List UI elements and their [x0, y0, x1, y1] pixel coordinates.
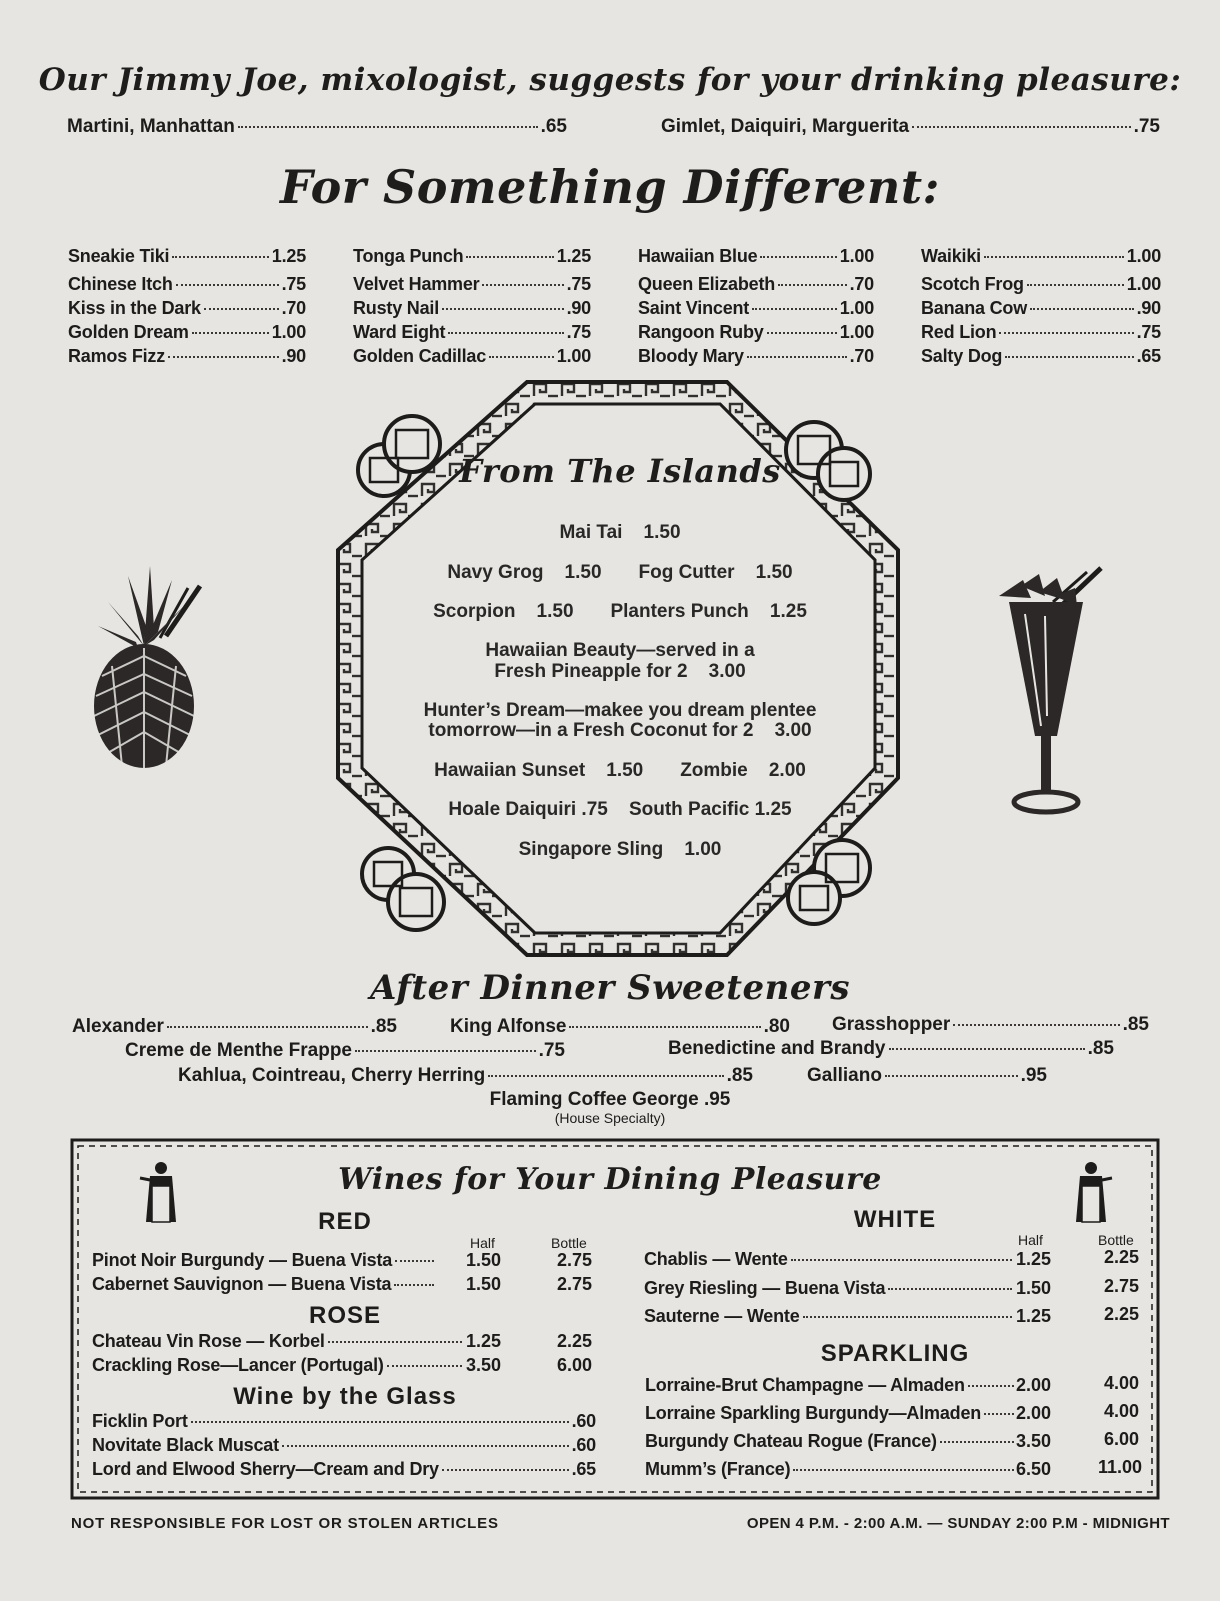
- item-price: 1.00: [839, 246, 874, 266]
- wine-row: [644, 1249, 1015, 1270]
- wine-half-price: 3.50: [466, 1355, 502, 1375]
- wine-bottle-price: 2.25: [557, 1331, 593, 1351]
- house-specialty: [360, 1089, 860, 1111]
- leader-dots: [328, 1341, 462, 1343]
- leader-dots: [889, 1048, 1085, 1050]
- item-name: Golden Cadillac: [353, 346, 487, 366]
- wine-name: Lord and Elwood Sherry—Cream and Dry: [92, 1459, 439, 1479]
- wine-half-price: 1.25: [1016, 1306, 1052, 1326]
- item-name: King Alfonse: [450, 1016, 567, 1037]
- item-name: Tonga Punch: [353, 246, 464, 266]
- item-price: 1.00: [839, 298, 874, 318]
- item-price: .75: [1136, 322, 1161, 342]
- item-name: Salty Dog: [921, 346, 1003, 366]
- item-name: Golden Dream: [68, 322, 189, 342]
- islands-line: tomorrow—in a Fresh Coconut for 2 3.00: [428, 720, 812, 741]
- islands-line: Hawaiian Sunset 1.50 Zombie 2.00: [434, 760, 806, 781]
- wine-half-price: 6.50: [1016, 1459, 1052, 1479]
- item-price: .70: [281, 298, 306, 318]
- item-name: Martini, Manhattan: [67, 116, 235, 137]
- wine-bottle-price: 11.00: [1098, 1457, 1143, 1477]
- wine-name: Chateau Vin Rose — Korbel: [92, 1331, 325, 1351]
- wine-half-price: 1.50: [466, 1274, 502, 1294]
- bottle-column-label: Bottle: [551, 1235, 587, 1251]
- item-price: .85: [1122, 1014, 1149, 1035]
- item-price: .75: [566, 322, 591, 342]
- wine-half-price: 1.50: [466, 1250, 502, 1270]
- item-name: Chinese Itch: [68, 274, 173, 294]
- wine-half-price: 2.00: [1016, 1375, 1052, 1395]
- half-column-label: Half: [470, 1235, 495, 1251]
- leader-dots: [355, 1050, 536, 1052]
- wine-section-rose: ROSE: [308, 1302, 381, 1329]
- menu-item: [668, 1038, 1114, 1060]
- leader-dots: [953, 1024, 1119, 1026]
- leader-dots: [394, 1284, 434, 1286]
- item-name: Kahlua, Cointreau, Cherry Herring: [178, 1065, 486, 1086]
- item-price: .65: [1136, 346, 1161, 366]
- item-price: .90: [1136, 298, 1161, 318]
- wine-bottle-price: 6.00: [1104, 1429, 1140, 1449]
- islands-line: Navy Grog 1.50 Fog Cutter 1.50: [447, 562, 793, 583]
- footer-hours: OPEN 4 P.M. - 2:00 A.M. — SUNDAY 2:00 P.M - MIDNIGHT: [746, 1515, 1170, 1532]
- menu-item: [125, 1040, 565, 1062]
- wine-price: .65: [571, 1459, 596, 1479]
- wine-name: Lorraine-Brut Champagne — Almaden: [645, 1375, 965, 1395]
- item-name: Galliano: [807, 1065, 882, 1086]
- house-specialty-note: (House Specialty): [554, 1110, 666, 1126]
- wines-heading: Wines for Your Dining Pleasure: [338, 1162, 882, 1197]
- wine-name: Crackling Rose—Lancer (Portugal): [92, 1355, 384, 1375]
- wine-section-white: WHITE: [853, 1206, 937, 1233]
- item-price: .70: [849, 346, 874, 366]
- islands-line: Hunter’s Dream—makee you dream plentee: [423, 700, 817, 721]
- item-name: Gimlet, Daiquiri, Marguerita: [661, 116, 910, 137]
- wine-half-price: 1.25: [1016, 1249, 1052, 1269]
- islands-line: Singapore Sling 1.00: [518, 839, 722, 860]
- cocktail-glass-icon: [995, 566, 1105, 828]
- leader-dots: [191, 1421, 569, 1423]
- item-name: Scotch Frog: [921, 274, 1024, 294]
- item-price: 1.00: [1126, 274, 1161, 294]
- item-name: Saint Vincent: [638, 298, 750, 318]
- menu-item: [832, 1014, 1149, 1036]
- menu-item: [807, 1065, 1047, 1087]
- wine-section-glass: Wine by the Glass: [233, 1383, 457, 1410]
- wine-price: .60: [571, 1411, 596, 1431]
- menu-item: [178, 1065, 753, 1087]
- islands-line: Fresh Pineapple for 2 3.00: [494, 661, 746, 682]
- item-name: Creme de Menthe Frappe: [125, 1040, 352, 1061]
- item-price: .75: [281, 274, 306, 294]
- wine-name: Cabernet Sauvignon — Buena Vista: [92, 1274, 392, 1294]
- item-price: 1.00: [839, 322, 874, 342]
- wine-name: Burgundy Chateau Rogue (France): [645, 1431, 937, 1451]
- item-name: Flaming Coffee George: [489, 1089, 699, 1110]
- item-name: Ward Eight: [353, 322, 446, 342]
- leader-dots: [888, 1288, 1012, 1290]
- item-name: Benedictine and Brandy: [668, 1038, 886, 1059]
- wine-name: Sauterne — Wente: [644, 1306, 800, 1326]
- item-price: .90: [281, 346, 306, 366]
- half-column-label: Half: [1018, 1232, 1043, 1248]
- wine-name: Mumm’s (France): [645, 1459, 791, 1479]
- wine-section-sparkling: SPARKLING: [820, 1340, 970, 1367]
- item-name: Banana Cow: [921, 298, 1028, 318]
- wine-section-red: RED: [318, 1208, 372, 1235]
- wine-row: [92, 1274, 437, 1295]
- wine-row: [645, 1375, 1017, 1396]
- leader-dots: [885, 1075, 1018, 1077]
- wine-price: .60: [571, 1435, 596, 1455]
- item-price: .80: [763, 1016, 790, 1037]
- item-name: Queen Elizabeth: [638, 274, 776, 294]
- item-price: .85: [726, 1065, 753, 1086]
- leader-dots: [803, 1316, 1012, 1318]
- wine-name: Grey Riesling — Buena Vista: [644, 1278, 886, 1298]
- after-dinner-heading: After Dinner Sweeteners: [369, 968, 851, 1008]
- wine-row: [92, 1355, 465, 1376]
- wine-bottle-price: 4.00: [1104, 1373, 1140, 1393]
- wine-row: [645, 1431, 1017, 1452]
- wine-row: [92, 1411, 596, 1432]
- item-price: .95: [1020, 1065, 1047, 1086]
- wine-row: [644, 1306, 1015, 1327]
- item-name: Rangoon Ruby: [638, 322, 764, 342]
- islands-line: Mai Tai 1.50: [559, 522, 681, 543]
- leader-dots: [968, 1385, 1014, 1387]
- wine-bottle-price: 2.25: [1104, 1247, 1140, 1267]
- wine-row: [92, 1459, 596, 1480]
- wine-half-price: 2.00: [1016, 1403, 1052, 1423]
- wine-half-price: 1.25: [466, 1331, 502, 1351]
- wine-bottle-price: 2.25: [1104, 1304, 1140, 1324]
- wine-row: [645, 1403, 1017, 1424]
- islands-line: Hawaiian Beauty—served in a: [485, 640, 755, 661]
- item-name: Alexander: [72, 1016, 164, 1037]
- item-name: Velvet Hammer: [353, 274, 480, 294]
- wine-name: Novitate Black Muscat: [92, 1435, 279, 1455]
- wine-half-price: 1.50: [1016, 1278, 1052, 1298]
- leader-dots: [984, 1413, 1014, 1415]
- item-price: .85: [370, 1016, 397, 1037]
- leader-dots: [488, 1075, 723, 1077]
- wine-row: [92, 1331, 465, 1352]
- leader-dots: [442, 1469, 569, 1471]
- leader-dots: [793, 1469, 1014, 1471]
- islands-line: Scorpion 1.50 Planters Punch 1.25: [433, 601, 807, 622]
- item-price: .75: [1133, 116, 1160, 137]
- wine-name: Chablis — Wente: [644, 1249, 788, 1269]
- leader-dots: [167, 1026, 368, 1028]
- leader-dots: [395, 1260, 434, 1262]
- wine-bottle-price: 4.00: [1104, 1401, 1140, 1421]
- leader-dots: [791, 1259, 1012, 1261]
- leader-dots: [940, 1441, 1014, 1443]
- item-name: Sneakie Tiki: [68, 246, 170, 266]
- item-name: Bloody Mary: [638, 346, 744, 366]
- item-name: Ramos Fizz: [68, 346, 166, 366]
- item-price: 1.25: [271, 246, 306, 266]
- item-price: .70: [849, 274, 874, 294]
- leader-dots: [387, 1365, 462, 1367]
- bottle-column-label: Bottle: [1098, 1232, 1134, 1248]
- different-heading: For Something Different:: [279, 160, 941, 214]
- item-name: Red Lion: [921, 322, 997, 342]
- wine-bottle-price: 2.75: [557, 1250, 593, 1270]
- item-price: 1.00: [556, 346, 591, 366]
- wine-row: [92, 1250, 437, 1271]
- item-price: 1.00: [1126, 246, 1161, 266]
- wine-name: Lorraine Sparkling Burgundy—Almaden: [645, 1403, 982, 1423]
- wine-row: [644, 1278, 1015, 1299]
- islands-line: Hoale Daiquiri .75 South Pacific 1.25: [448, 799, 792, 820]
- item-price: .75: [538, 1040, 565, 1061]
- wine-bottle-price: 2.75: [1104, 1276, 1140, 1296]
- wine-row: [645, 1459, 1017, 1480]
- wine-bottle-price: 2.75: [557, 1274, 593, 1294]
- islands-heading: From The Islands: [459, 452, 781, 490]
- wine-bottle-price: 6.00: [557, 1355, 593, 1375]
- wine-row: [92, 1435, 596, 1456]
- item-name: Hawaiian Blue: [638, 246, 758, 266]
- item-price: .75: [566, 274, 591, 294]
- wine-name: Pinot Noir Burgundy — Buena Vista: [92, 1250, 393, 1270]
- item-price: 1.25: [556, 246, 591, 266]
- intro-heading: Our Jimmy Joe, mixologist, suggests for your drinking pleasure:: [38, 62, 1182, 98]
- item-price: 1.00: [271, 322, 306, 342]
- wine-half-price: 3.50: [1016, 1431, 1052, 1451]
- pineapple-drink-icon: [88, 566, 208, 771]
- menu-item: [450, 1016, 790, 1038]
- footer-disclaimer: NOT RESPONSIBLE FOR LOST OR STOLEN ARTICLES: [71, 1515, 499, 1532]
- item-price: .90: [566, 298, 591, 318]
- item-name: Kiss in the Dark: [68, 298, 201, 318]
- wine-name: Ficklin Port: [92, 1411, 188, 1431]
- leader-dots: [569, 1026, 760, 1028]
- item-price: .65: [540, 116, 567, 137]
- item-price: .85: [1087, 1038, 1114, 1059]
- leader-dots: [282, 1445, 569, 1447]
- item-price: .95: [703, 1089, 731, 1110]
- menu-item: [72, 1016, 397, 1038]
- item-name: Rusty Nail: [353, 298, 440, 318]
- item-name: Waikiki: [921, 246, 981, 266]
- item-name: Grasshopper: [832, 1014, 951, 1035]
